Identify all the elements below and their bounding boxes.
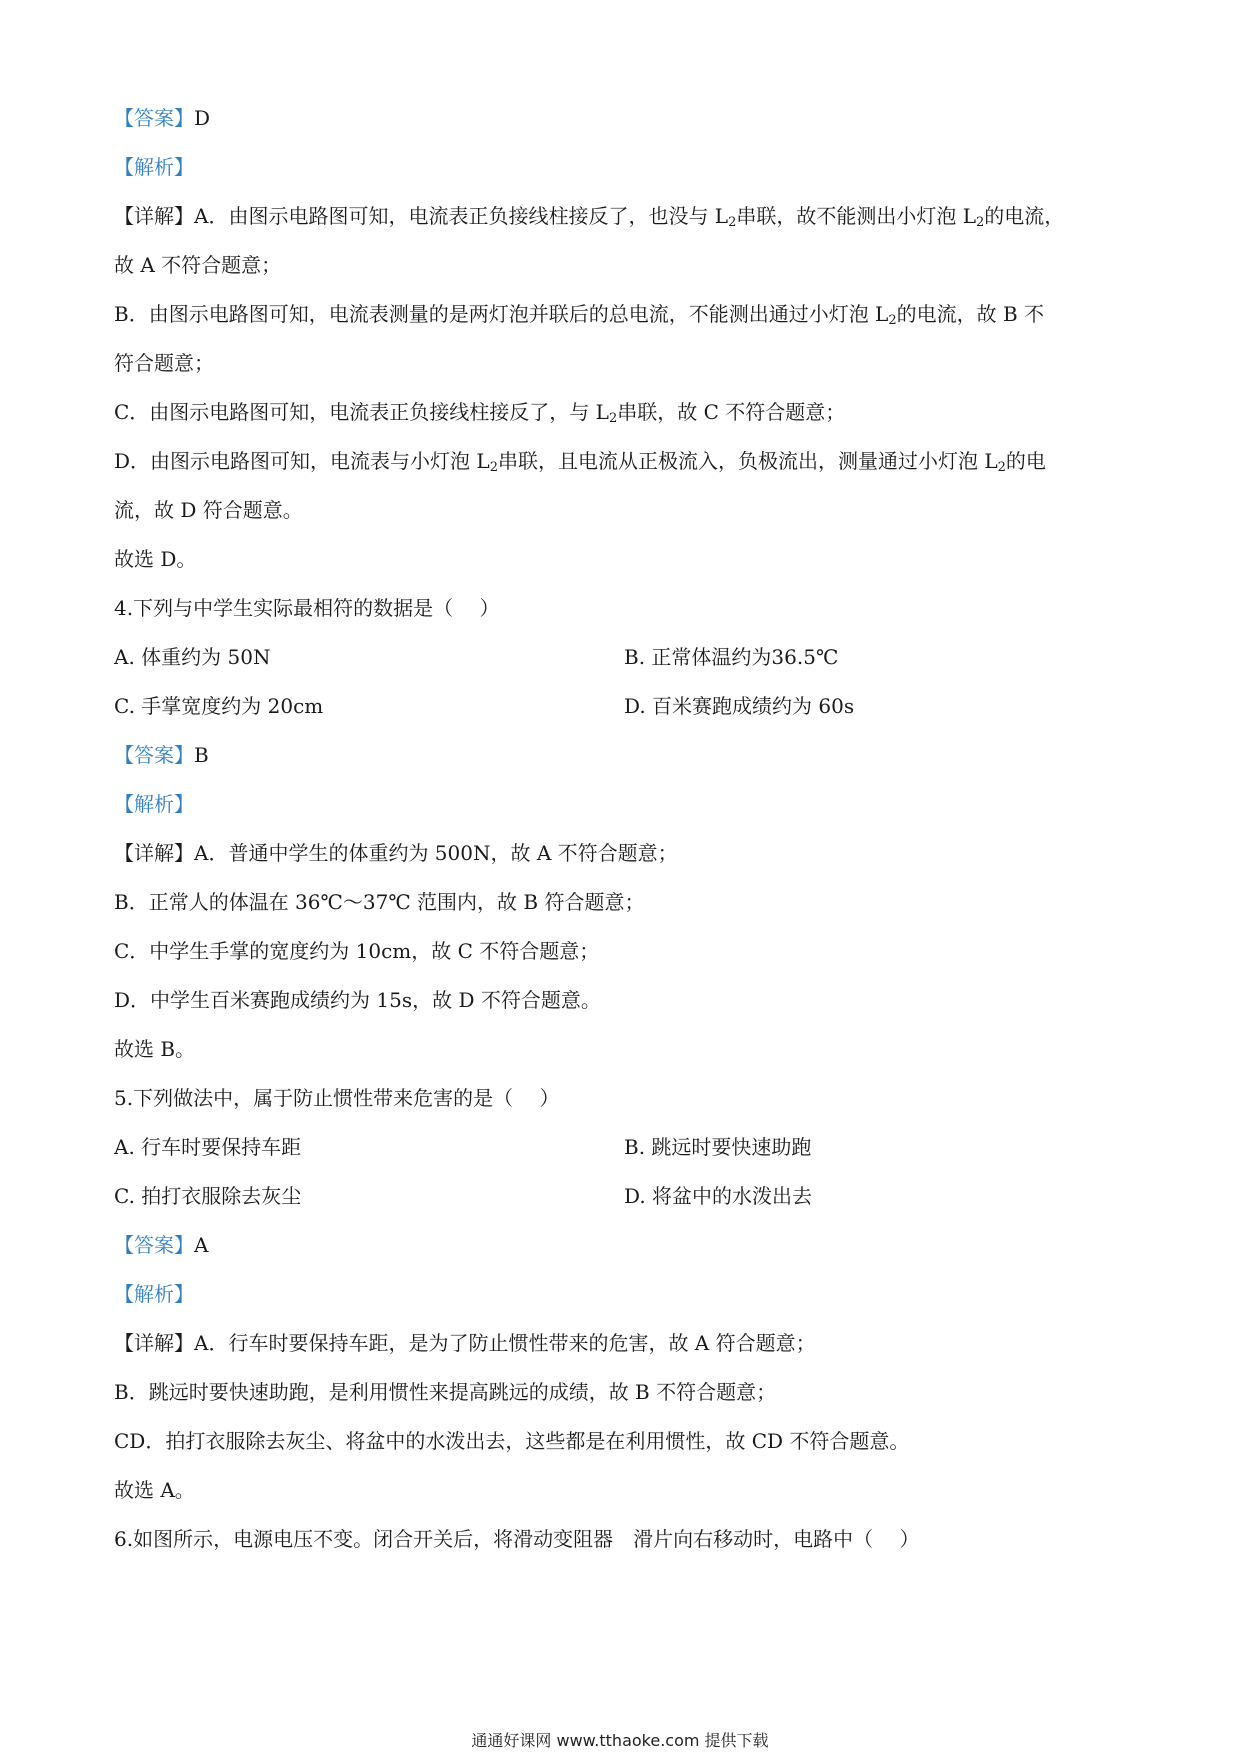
q3-detail-a-line1: 【详解】A．由图示电路图可知，电流表正负接线柱接反了，也没与 $L_2$串联，故不能测出小灯泡 $L_2$的电流， — [114, 204, 1065, 230]
q4-conclusion: 故选 B。 — [114, 1037, 196, 1061]
q4-detail-a: 【详解】A．普通中学生的体重约为 500N，故 A 不符合题意； — [114, 841, 678, 865]
q3-conclusion: 故选 D。 — [114, 547, 197, 571]
answer-tag: 【答案】 — [114, 743, 194, 767]
q3-detail-d-line2: 流，故 D 符合题意。 — [114, 498, 303, 522]
answer-value: A — [194, 1233, 209, 1257]
q4-detail-d: D．中学生百米赛跑成绩约为 15s，故 D 不符合题意。 — [114, 988, 601, 1012]
answer-value: D — [194, 106, 211, 130]
q4-answer — [114, 741, 209, 769]
q5-conclusion: 故选 A。 — [114, 1478, 195, 1502]
q4-option-b: B. 正常体温约为36.5℃ — [624, 645, 839, 669]
q3-detail-a-line2: 故 A 不符合题意； — [114, 253, 282, 277]
q5-option-b: B. 跳远时要快速助跑 — [624, 1135, 812, 1159]
q3-detail-b-line1: B．由图示电路图可知，电流表测量的是两灯泡并联后的总电流，不能测出通过小灯泡 $L_2$的电流，故 B 不 — [114, 302, 1045, 328]
q5-stem: 5.下列做法中，属于防止惯性带来危害的是（ ） — [114, 1086, 560, 1110]
q3-analysis-tag: 【解析】 — [114, 155, 194, 179]
q5-detail-a: 【详解】A．行车时要保持车距，是为了防止惯性带来的危害，故 A 符合题意； — [114, 1331, 816, 1355]
q6-stem: 6.如图所示，电源电压不变。闭合开关后，将滑动变阻器 滑片向右移动时，电路中（ ） — [114, 1527, 920, 1551]
q5-option-d: D. 将盆中的水泼出去 — [624, 1184, 813, 1208]
q3-detail-c: C．由图示电路图可知，电流表正负接线柱接反了，与 $L_2$串联，故 C 不符合题意； — [114, 400, 846, 426]
answer-tag: 【答案】 — [114, 1233, 194, 1257]
q5-option-a: A. 行车时要保持车距 — [114, 1135, 302, 1159]
q4-option-c: C. 手掌宽度约为 20cm — [114, 694, 324, 718]
q5-answer — [114, 1231, 208, 1259]
q5-detail-b: B．跳远时要快速助跑，是利用惯性来提高跳远的成绩，故 B 不符合题意； — [114, 1380, 777, 1404]
q5-detail-cd: CD．拍打衣服除去灰尘、将盆中的水泼出去，这些都是在利用惯性，故 CD 不符合题意。 — [114, 1429, 910, 1453]
q4-option-a: A. 体重约为 50N — [114, 645, 271, 669]
q5-analysis-tag: 【解析】 — [114, 1282, 194, 1306]
answer-value: B — [194, 743, 209, 767]
q4-detail-b: B．正常人的体温在 36℃～37℃ 范围内，故 B 符合题意； — [114, 890, 645, 914]
q4-stem: 4.下列与中学生实际最相符的数据是（ ） — [114, 596, 500, 620]
q4-detail-c: C．中学生手掌的宽度约为 10cm，故 C 不符合题意； — [114, 939, 600, 963]
answer-tag: 【答案】 — [114, 106, 194, 130]
page-footer: 通通好课网 www.tthaoke.com 提供下载 — [471, 1731, 769, 1750]
q3-detail-b-line2: 符合题意； — [114, 351, 214, 375]
q4-analysis-tag: 【解析】 — [114, 792, 194, 816]
q3-detail-d-line1: D．由图示电路图可知，电流表与小灯泡 $L_2$串联，且电流从正极流入，负极流出，测量通过小灯泡 $L_2$的电 — [114, 449, 1046, 475]
q3-answer — [114, 104, 210, 132]
q5-option-c: C. 拍打衣服除去灰尘 — [114, 1184, 302, 1208]
q4-option-d: D. 百米赛跑成绩约为 60s — [624, 694, 855, 718]
